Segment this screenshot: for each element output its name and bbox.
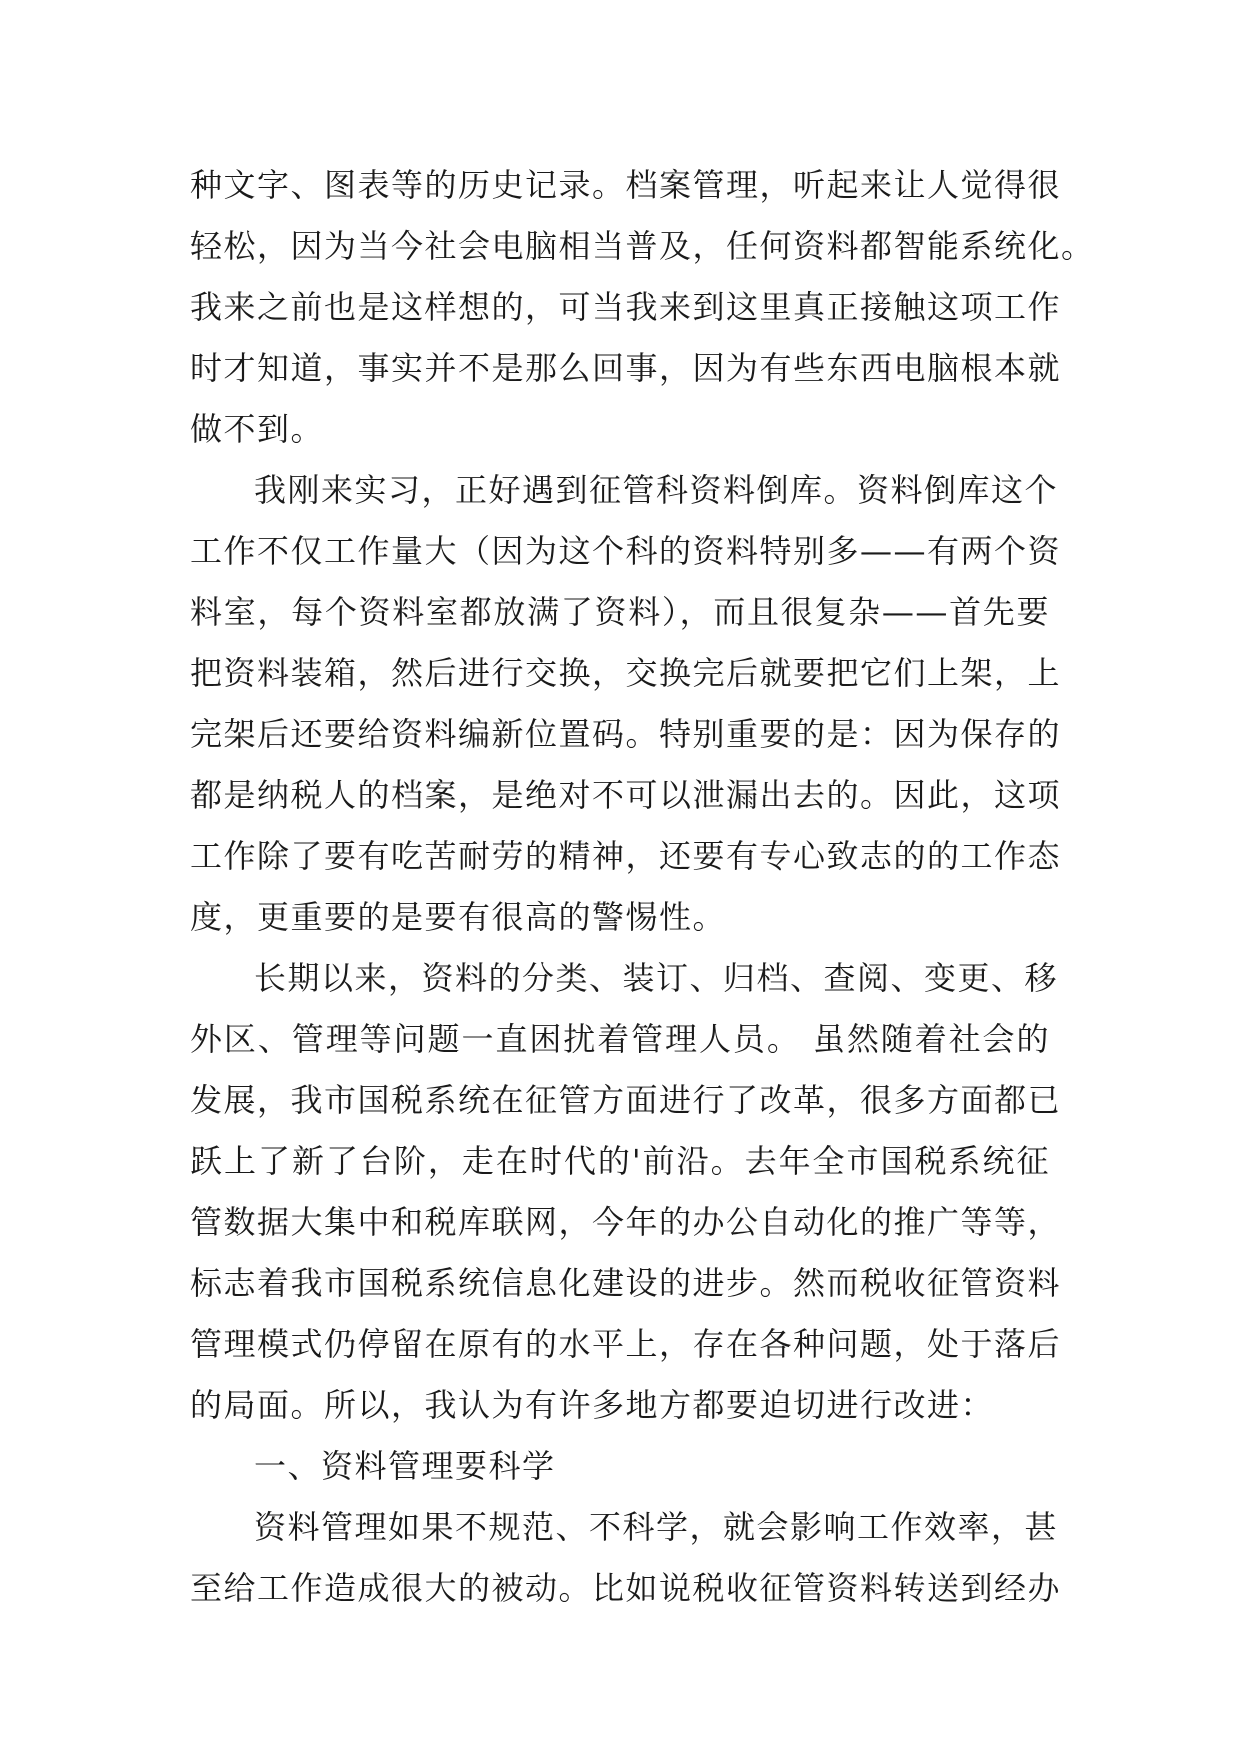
text-line: 料室，每个资料室都放满了资料），而且很复杂——首先要 — [190, 593, 1050, 631]
text-line: 都是纳税人的档案，是绝对不可以泄漏出去的。因此，这项 — [190, 776, 1062, 814]
text-line: 资料管理如果不规范、不科学，就会影响工作效率，甚 — [254, 1508, 1059, 1546]
document-body — [190, 155, 1095, 1619]
text-line: 种文字、图表等的历史记录。档案管理，听起来让人觉得很 — [190, 166, 1062, 204]
text-line: 的局面。所以，我认为有许多地方都要迫切进行改进： — [190, 1386, 995, 1424]
text-line: 管数据大集中和税库联网，今年的办公自动化的推广等等， — [190, 1203, 1062, 1241]
text-line: 我来之前也是这样想的，可当我来到这里真正接触这项工作 — [190, 288, 1062, 326]
text-line: 管理模式仍停留在原有的水平上，存在各种问题，处于落后 — [190, 1325, 1062, 1363]
section-heading: 一、资料管理要科学 — [254, 1447, 556, 1485]
text-line: 至给工作造成很大的被动。比如说税收征管资料转送到经办 — [190, 1569, 1062, 1607]
text-line: 外区、管理等问题一直困扰着管理人员。 虽然随着社会的 — [190, 1020, 1050, 1058]
text-line: 完架后还要给资料编新位置码。特别重要的是：因为保存的 — [190, 715, 1062, 753]
text-line: 跃上了新了台阶，走在时代的'前沿。去年全市国税系统征 — [190, 1142, 1050, 1180]
text-line: 标志着我市国税系统信息化建设的进步。然而税收征管资料 — [190, 1264, 1062, 1302]
text-line: 时才知道，事实并不是那么回事，因为有些东西电脑根本就 — [190, 349, 1062, 387]
text-line: 轻松，因为当今社会电脑相当普及，任何资料都智能系统化。 — [190, 227, 1095, 265]
text-line: 做不到。 — [190, 410, 325, 448]
text-line: 工作除了要有吃苦耐劳的精神，还要有专心致志的的工作态 — [190, 837, 1062, 875]
text-line: 长期以来，资料的分类、装订、归档、查阅、变更、移 — [254, 959, 1059, 997]
text-line: 我刚来实习，正好遇到征管科资料倒库。资料倒库这个 — [254, 471, 1059, 509]
text-line: 度，更重要的是要有很高的警惕性。 — [190, 898, 727, 936]
text-line: 把资料装箱，然后进行交换，交换完后就要把它们上架，上 — [190, 654, 1062, 692]
text-line: 工作不仅工作量大（因为这个科的资料特别多——有两个资 — [190, 532, 1062, 570]
text-line: 发展，我市国税系统在征管方面进行了改革，很多方面都已 — [190, 1081, 1062, 1119]
